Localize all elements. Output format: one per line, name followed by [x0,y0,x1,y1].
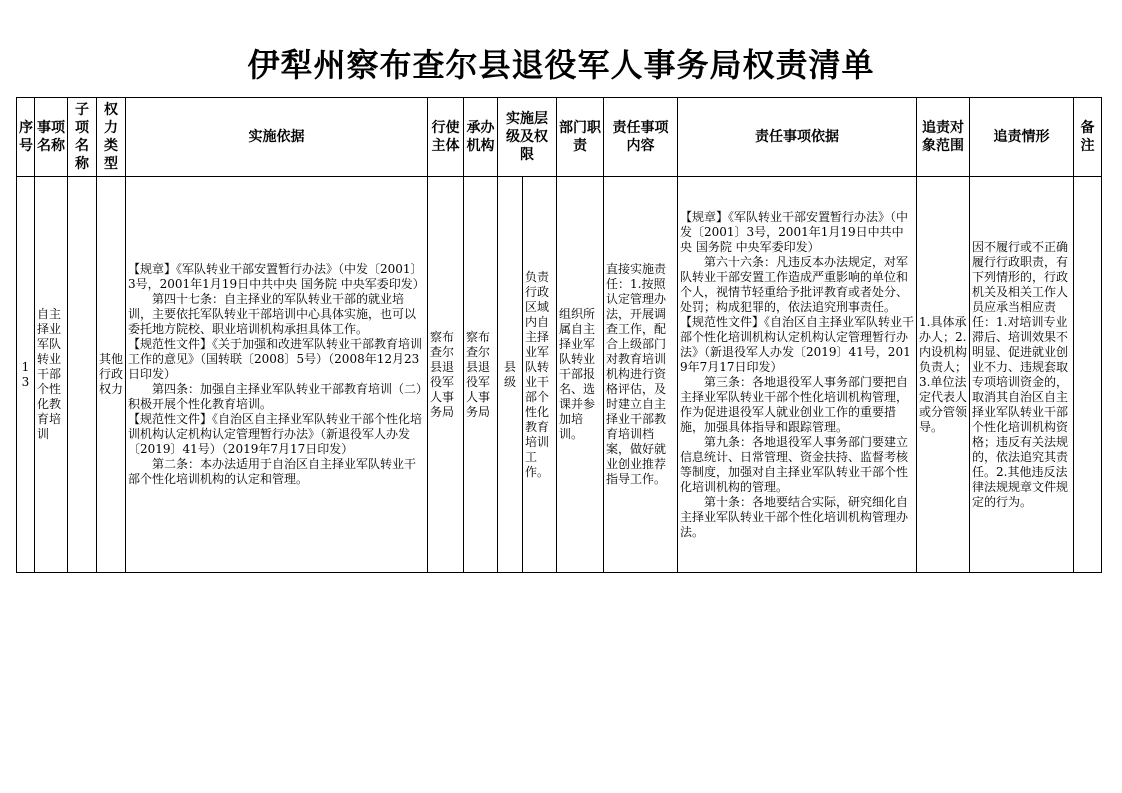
header-remarks: 备注 [1074,98,1102,177]
basis-paragraph: 第九条：各地退役军人事务部门要建立信息统计、日常管理、资金扶持、监督考核等制度，加强对自主择业军队转业干部个性化培训机构的管理。 [680,434,909,494]
basis-paragraphs [128,262,425,487]
header-basis: 实施依据 [126,98,428,177]
basis-paragraph: 【规范性文件】《自治区自主择业军队转业干部个性化培训机构认定机构认定管理暂行办法》（新退役军人办发〔2019〕41号，2019年7月17日印发） [680,314,915,374]
cell-responsibility-basis [678,177,917,573]
header-responsibility-content: 责任事项内容 [604,98,678,177]
page-title: 伊犁州察布查尔县退役军人事务局权责清单 [247,46,875,84]
cell-power-type: 其他行政权力 [97,177,126,573]
header-index: 序号 [17,98,35,177]
cell-item-name: 自主择业军队转业干部个性化教育培训 [35,177,68,573]
cell-basis [126,177,428,573]
basis-paragraph: 【规范性文件】《自治区自主择业军队转业干部个性化培训机构认定机构认定管理暂行办法》（新退役军人办发〔2019〕41号）（2019年7月17日印发） [128,412,423,456]
header-exercising-subject: 行使主体 [428,98,464,177]
cell-accountability-scope: 1.具体承办人；2.内设机构负责人；3.单位法定代表人或分管领导。 [917,177,970,573]
header-power-type: 权力类型 [97,98,126,177]
basis-paragraph: 第四十七条：自主择业的军队转业干部的就业培训，主要依托军队转业干部培训中心具体实施，也可以委托地方院校、职业培训机构承担具体工作。 [128,292,417,336]
header-item-name: 事项名称 [35,98,68,177]
basis-paragraph: 【规章】《军队转业干部安置暂行办法》（中发〔2001〕3号，2001年1月19日中共中央 国务院 中央军委印发） [680,209,909,254]
basis-paragraph: 第六十六条：凡违反本办法规定，对军队转业干部安置工作造成严重影响的单位和个人，视情节轻重给予批评教育或者处分、处罚；构成犯罪的，依法追究刑事责任。 [680,254,909,314]
cell-accountability-situation: 因不履行或不正确履行行政职责，有下列情形的，行政机关及相关工作人员应承当相应责任：1.对培训专业滞后、培训效果不明显、促进就业创业不力、违规套取专项培训资金的，取消其自治区自主择业军队转业干部个性化培训机构资格；违反有关法规的，依法追究其责任。2.其他违反法律法规规章文件规定的行为。 [970,177,1074,573]
basis-paragraph: 第二条：本办法适用于自治区自主择业军队转业干部个性化培训机构的认定和管理。 [128,457,417,486]
cell-power-scope: 负责行政区域内自主择业军队转业干部个性化教育培训工作。 [523,177,557,573]
header-accountability-scope: 追责对象范围 [917,98,970,177]
header-accountability-situation: 追责情形 [970,98,1074,177]
header-level-and-power: 实施层级及权限 [498,98,557,177]
header-sub-item-name: 子项名称 [68,98,97,177]
cell-index: 13 [17,177,35,573]
basis-paragraph: 【规范性文件】《关于加强和改进军队转业干部教育培训工作的意见》（国转联〔2008〕5号）（2008年12月23日印发） [128,337,423,381]
basis-paragraph: 第三条：各地退役军人事务部门要把自主择业军队转业干部个性化培训机构管理，作为促进退役军人就业创业工作的重要措施，加强具体指导和跟踪管理。 [680,374,909,434]
cell-handling-agency: 察布查尔县退役军人事务局 [464,177,498,573]
basis-paragraph: 第十条：各地要结合实际，研究细化自主择业军队转业干部个性化培训机构管理办法。 [680,494,909,539]
basis-paragraph: 第四条：加强自主择业军队转业干部教育培训（二）积极开展个性化教育培训。 [128,382,423,411]
responsibility-table [16,97,1102,573]
header-department-duty: 部门职责 [557,98,604,177]
basis-paragraph: 【规章】《军队转业干部安置暂行办法》（中发〔2001〕3号，2001年1月19日中共中央 国务院 中央军委印发） [128,262,425,291]
cell-level: 县级 [498,177,523,573]
cell-responsibility-content: 直接实施责任：1.按照认定管理办法，开展调查工作，配合上级部门对教育培训机构进行资格评估，及时建立自主择业干部教育培训档案，做好就业创业推荐指导工作。 [604,177,678,573]
cell-exercising-subject: 察布查尔县退役军人事务局 [428,177,464,573]
cell-department-duty: 组织所属自主择业军队转业干部报名、选课并参加培训。 [557,177,604,573]
cell-remarks [1074,177,1102,573]
header-handling-agency: 承办机构 [464,98,498,177]
table-header-row [17,98,1102,177]
header-responsibility-basis: 责任事项依据 [678,98,917,177]
table-row [17,177,1102,573]
responsibility-basis-paragraphs [680,210,914,540]
cell-sub-item-name [68,177,97,573]
